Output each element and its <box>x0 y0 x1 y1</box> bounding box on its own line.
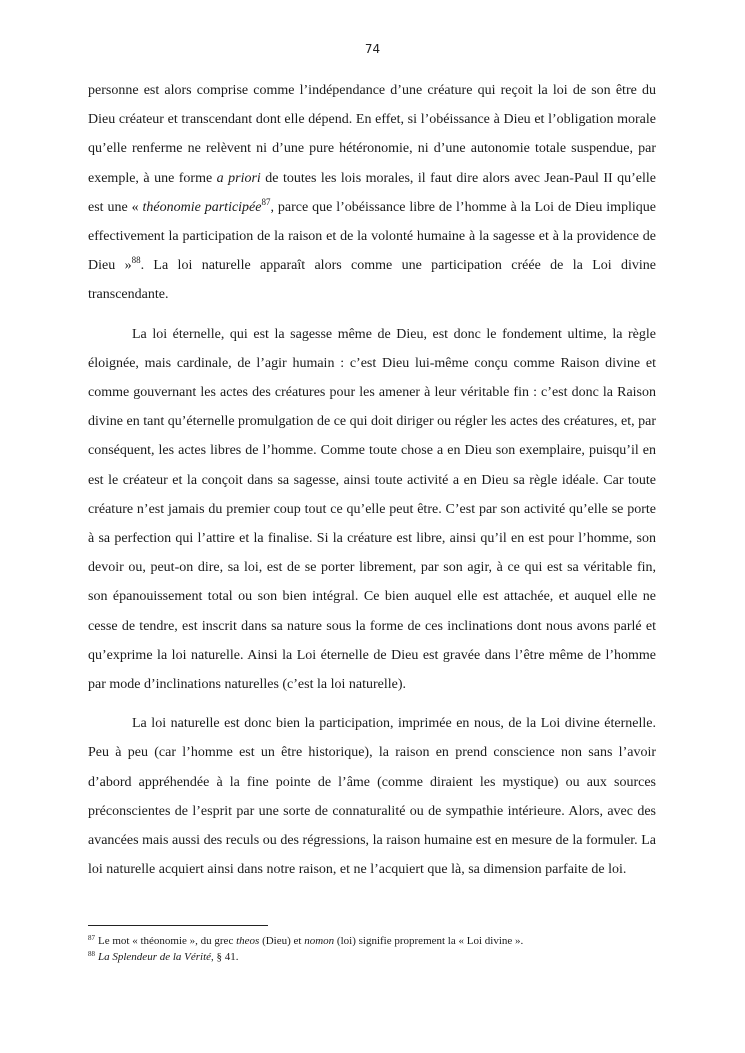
footnote-marker: 87 <box>88 934 95 942</box>
paragraph-1 <box>88 76 656 310</box>
italic-text: La Splendeur de la Vérité <box>98 951 212 963</box>
text-run: (loi) signifie proprement la « Loi divine ». <box>334 935 524 947</box>
italic-text: a priori <box>216 170 261 186</box>
text-run: , § 41. <box>211 951 239 963</box>
text-run: Le mot « théonomie », du grec <box>98 935 237 947</box>
body-text <box>88 76 656 894</box>
italic-text: théonomie participée <box>142 199 262 215</box>
footnote-marker: 88 <box>131 255 141 266</box>
footnotes <box>88 933 656 965</box>
italic-text: nomon <box>304 935 335 947</box>
paragraph-2 <box>88 320 656 700</box>
page-number: 74 <box>364 42 381 56</box>
text-run: La loi éternelle, qui est la sagesse même de Dieu, est donc le fondement ultime, la règle éloignée, mais cardinale, de l’agir humain : c’est Dieu lui-même conçu comme Raison divine et comme gouvernant les actes des créatures pour les amener à leur véritable fin : c’est donc la Raison divine en tant qu’éternelle promulgation de ce qui doit diriger ou régler les actes des créatures, et, par conséquent, les actes libres de l’homme. Comme toute chose a en Dieu son exemplaire, puisqu’il en est le créateur et la conçoit dans sa sagesse, ainsi toute activité a en Dieu sa règle idéale. Car toute créature n’est jamais du premier coup tout ce qu’elle peut être. C’est par son activité qu’elle se porte à sa perfection qui l’attire et la finalise. Si la créature est libre, ainsi qu’il en est pour l’homme, son devoir ou, peut-on dire, sa loi, est de se porter librement, par son agir, à ce qui est sa véritable fin, son épanouissement total ou son bien intégral. Ce bien auquel elle est attachée, et auquel elle ne cesse de tendre, est inscrit dans sa nature sous la forme de ces inclinations dont nous avons parlé et qu’exprime la loi naturelle. Ainsi la Loi éternelle de Dieu est gravée dans l’être même de l’homme par mode d’inclinations naturelles (c’est la loi naturelle). <box>88 326 656 693</box>
text-run: personne est alors comprise comme l’indépendance d’une créature qui reçoit la loi de son être du Dieu créateur et transcendant dont elle dépend. En effet, si l’obéissance à Dieu et l’obligation morale qu’elle renferme ne relèvent ni d’une pure hétéronomie, ni d’une autonomie totale suspendue, par exemple, à une forme <box>88 83 656 186</box>
text-run: de toutes les lois morales, il faut dire alors avec Jean-Paul II qu’elle est une « <box>88 170 656 215</box>
footnote-87 <box>88 933 656 949</box>
text-run: , parce que l’obéissance libre de l’homme à la Loi de Dieu implique effectivement la participation de la raison et de la volonté humaine à la sagesse et à la providence de Dieu » <box>88 199 657 274</box>
text-run: . La loi naturelle apparaît alors comme une participation créée de la Loi divine transcendante. <box>88 258 656 303</box>
footnote-88 <box>88 949 656 965</box>
footnote-marker: 87 <box>261 196 271 207</box>
footnote-separator <box>88 925 268 926</box>
paragraph-3 <box>88 709 656 884</box>
text-run: La loi naturelle est donc bien la participation, imprimée en nous, de la Loi divine éternelle. Peu à peu (car l’homme est un être historique), la raison en prend conscience non sans l’avoir d’abord appréhendée à la fine pointe de l’âme (comme diraient les mystique) ou aux sources préconscientes de l’esprit par une sorte de connaturalité ou de sympathie intérieure. Alors, avec des avancées mais aussi des reculs ou des régressions, la raison humaine est en mesure de la formuler. La loi naturelle acquiert ainsi dans notre raison, et ne l’acquiert que là, sa dimension parfaite de loi. <box>88 716 656 878</box>
text-run: (Dieu) et <box>259 935 305 947</box>
footnote-marker: 88 <box>88 950 95 958</box>
italic-text: theos <box>236 935 260 947</box>
